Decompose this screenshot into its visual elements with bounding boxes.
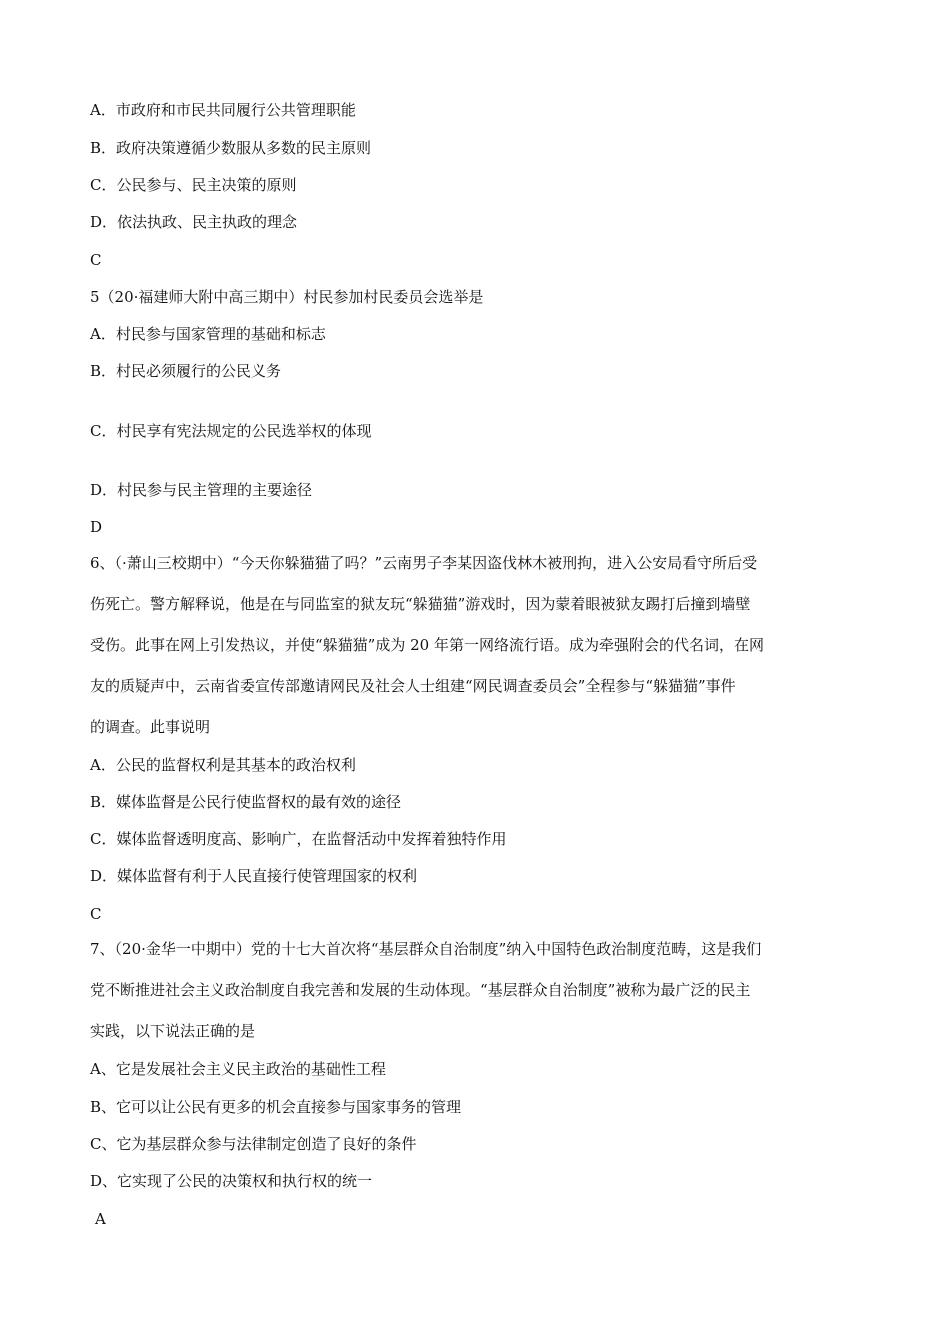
q6-stem-line: 伤死亡。警方解释说，他是在与同监室的狱友玩“躲猫猫”游戏时，因为蒙着眼被狱友踢打后撞到墙壁 — [90, 595, 751, 613]
q6-option-b: B．媒体监督是公民行使监督权的最有效的途径 — [90, 793, 402, 811]
q4-option-a: A．市政府和市民共同履行公共管理职能 — [90, 101, 356, 119]
q7-option-c: C、它为基层群众参与法律制定创造了良好的条件 — [90, 1135, 417, 1153]
q6-answer: C — [90, 905, 102, 923]
q4-option-d: D．依法执政、民主执政的理念 — [90, 213, 298, 231]
q6-option-c: C．媒体监督透明度高、影响广，在监督活动中发挥着独特作用 — [90, 830, 507, 848]
q5-option-b: B．村民必须履行的公民义务 — [90, 362, 282, 380]
q7-option-d: D、它实现了公民的决策权和执行权的统一 — [90, 1172, 373, 1190]
q7-answer: A — [95, 1210, 106, 1228]
q5-option-d: D．村民参与民主管理的主要途径 — [90, 481, 313, 499]
q6-stem — [90, 543, 870, 748]
q7-stem-line: 实践，以下说法正确的是 — [90, 1022, 256, 1040]
q7-option-a: A、它是发展社会主义民主政治的基础性工程 — [90, 1060, 386, 1078]
q5-answer: D — [90, 518, 103, 536]
q5-option-c: C．村民享有宪法规定的公民选举权的体现 — [90, 422, 372, 440]
q6-stem-line: 受伤。此事在网上引发热议，并使“躲猫猫”成为 20 年第一网络流行语。成为牵强附会的代名词，在网 — [90, 636, 764, 654]
q4-answer: C — [90, 251, 102, 269]
q6-option-a: A．公民的监督权利是其基本的政治权利 — [90, 756, 356, 774]
q6-stem-line: 6、（·萧山三校期中）“今天你躲猫猫了吗？”云南男子李某因盗伐林木被刑拘，进入公安局看守所后受 — [90, 554, 758, 572]
q7-stem — [90, 929, 870, 1052]
q6-option-d: D．媒体监督有利于人民直接行使管理国家的权利 — [90, 867, 418, 885]
q6-stem-line: 的调查。此事说明 — [90, 718, 211, 736]
q5-stem: 5（20·福建师大附中高三期中）村民参加村民委员会选举是 — [90, 288, 484, 306]
q5-option-a: A．村民参与国家管理的基础和标志 — [90, 325, 326, 343]
q7-option-b: B、它可以让公民有更多的机会直接参与国家事务的管理 — [90, 1098, 462, 1116]
q6-stem-line: 友的质疑声中，云南省委宣传部邀请网民及社会人士组建“网民调查委员会”全程参与“躲猫猫”事件 — [90, 677, 736, 695]
q4-option-b: B．政府决策遵循少数服从多数的民主原则 — [90, 139, 372, 157]
q7-stem-line: 7、（20·金华一中期中）党的十七大首次将“基层群众自治制度”纳入中国特色政治制度范畴，这是我们 — [90, 940, 762, 958]
q4-option-c: C．公民参与、民主决策的原则 — [90, 176, 297, 194]
q7-stem-line: 党不断推进社会主义政治制度自我完善和发展的生动体现。“基层群众自治制度”被称为最广泛的民主 — [90, 981, 751, 999]
